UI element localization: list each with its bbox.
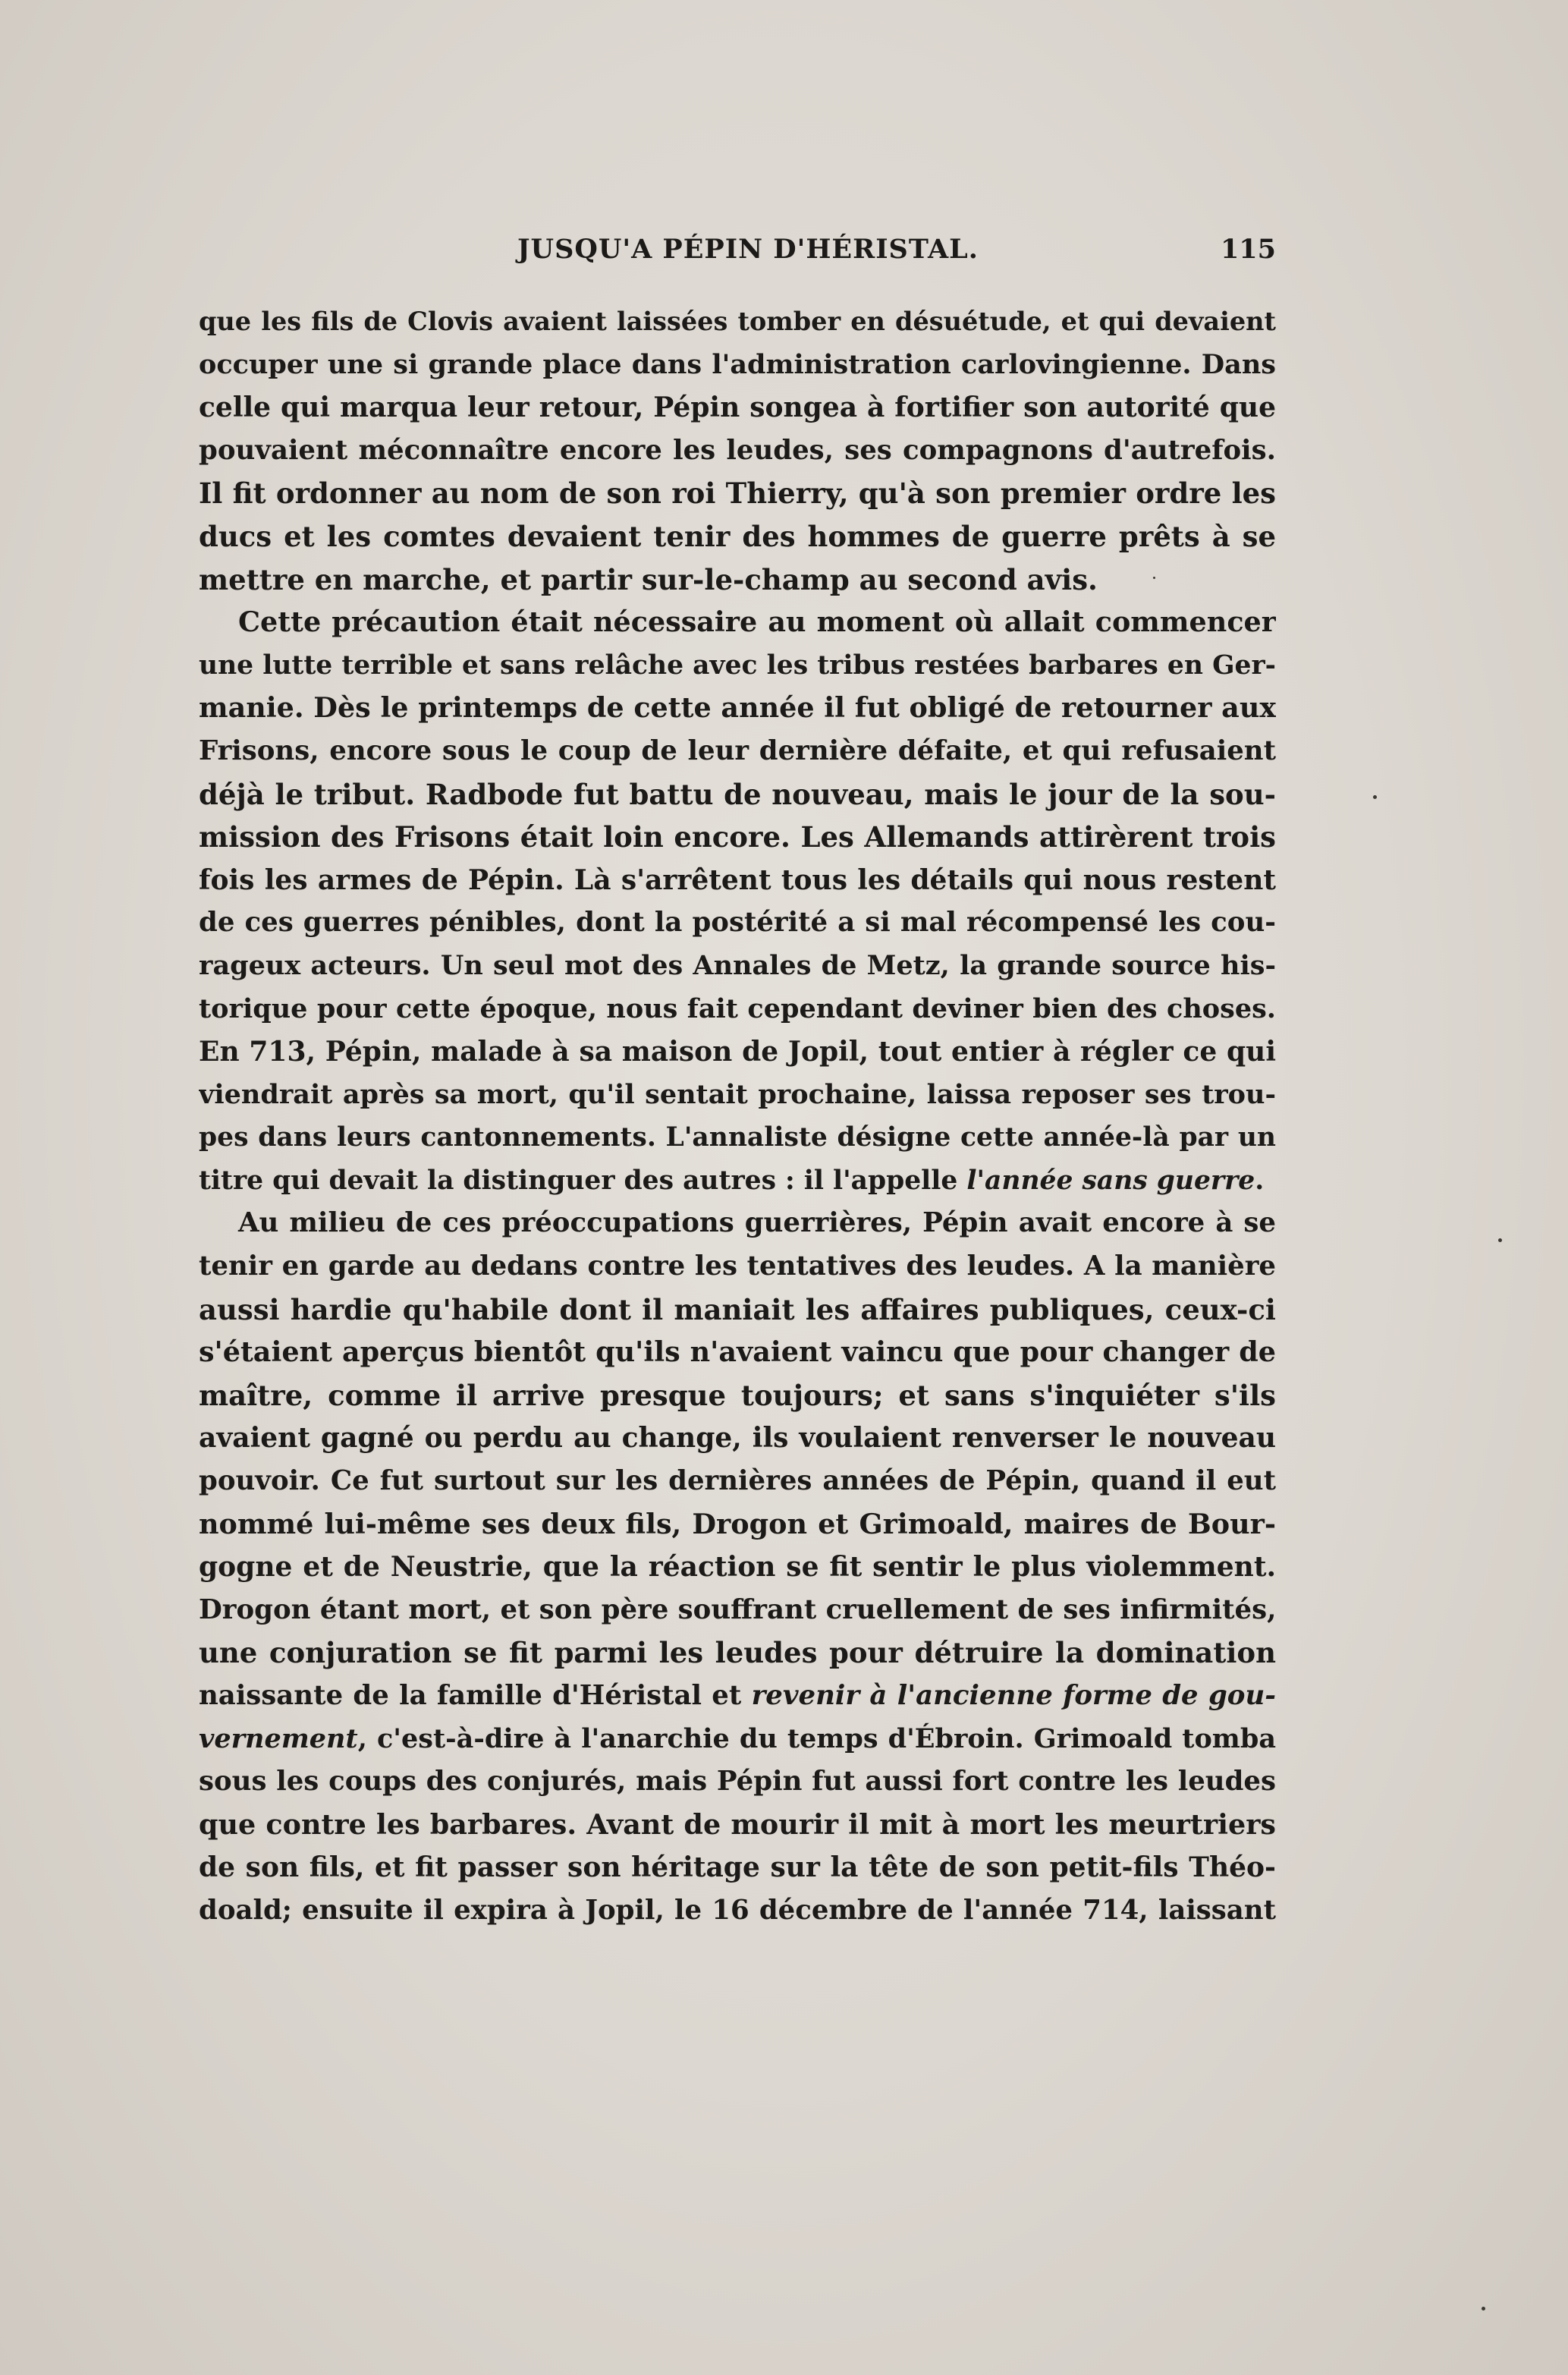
text-line xyxy=(199,816,1276,859)
text-segment: Frisons, encore sous le coup de leur dernière défaite, et qui refusaient xyxy=(199,735,1276,766)
running-title: JUSQU'A PÉPIN D'HÉRISTAL. xyxy=(517,234,979,265)
text-segment: . xyxy=(1255,1165,1265,1196)
text-segment: aussi hardie qu'habile dont il maniait les affaires publiques, ceux-ci xyxy=(199,1292,1276,1326)
text-segment: avaient gagné ou perdu au change, ils voulaient renverser le nouveau xyxy=(199,1422,1276,1455)
text-segment: Au milieu de ces préoccupations guerrières, Pépin avait encore à se xyxy=(238,1207,1276,1239)
text-line xyxy=(199,1804,1276,1847)
text-line xyxy=(199,1718,1276,1761)
text-segment: naissante de la famille d'Héristal et xyxy=(199,1680,752,1711)
text-segment: torique pour cette époque, nous fait cependant deviner bien des choses. xyxy=(199,992,1276,1024)
text-line xyxy=(199,1116,1276,1159)
text-line xyxy=(199,1331,1276,1374)
text-line xyxy=(199,601,1276,644)
text-segment: pes dans leurs cantonnements. L'annaliste désigne cette année-là par un xyxy=(199,1122,1276,1153)
text-line xyxy=(199,687,1276,730)
text-segment: pouvaient méconnaître encore les leudes, ses compagnons d'autrefois. xyxy=(199,434,1276,466)
text-line xyxy=(199,515,1276,558)
text-segment: , c'est-à-dire à l'anarchie du temps d'Ébroin. Grimoald tomba xyxy=(357,1722,1276,1754)
text-line xyxy=(199,1030,1276,1074)
text-segment: pouvoir. Ce fut surtout sur les dernières années de Pépin, quand il eut xyxy=(199,1465,1276,1497)
text-segment: viendrait après sa mort, qu'il sentait prochaine, laissa reposer ses trou- xyxy=(199,1078,1276,1110)
text-line xyxy=(199,1675,1276,1718)
text-line xyxy=(199,558,1276,602)
text-line xyxy=(199,1760,1276,1804)
text-segment: s'étaient aperçus bientôt qu'ils n'avaient vaincu que pour changer de xyxy=(199,1335,1276,1369)
text-line xyxy=(199,1460,1276,1503)
text-line xyxy=(199,344,1276,387)
paper-speck xyxy=(1153,577,1155,579)
text-line xyxy=(199,429,1276,473)
paper-speck xyxy=(1373,795,1377,799)
text-line xyxy=(199,1245,1276,1288)
text-segment: tenir en garde au dedans contre les tentatives des leudes. A la manière xyxy=(199,1250,1276,1282)
text-segment: que les fils de Clovis avaient laissées tomber en désuétude, et qui devaient xyxy=(199,307,1276,336)
text-line xyxy=(199,1374,1276,1417)
text-line xyxy=(199,1889,1276,1933)
text-segment: gogne et de Neustrie, que la réaction se fit sentir le plus violemment. xyxy=(199,1551,1276,1584)
text-segment: ducs et les comtes devaient tenir des hommes de guerre prêts à se xyxy=(199,519,1276,553)
text-segment: que contre les barbares. Avant de mourir il mit à mort les meurtriers xyxy=(199,1807,1276,1841)
text-segment: maître, comme il arrive presque toujours; et sans s'inquiéter s'ils xyxy=(199,1378,1276,1412)
text-segment: Il fit ordonner au nom de son roi Thierry, qu'à son premier ordre les xyxy=(199,477,1276,511)
text-segment: une lutte terrible et sans relâche avec les tribus restées barbares en Ger- xyxy=(199,650,1276,681)
text-line xyxy=(199,945,1276,988)
text-line xyxy=(199,1846,1276,1889)
text-line xyxy=(199,988,1276,1031)
text-line xyxy=(199,386,1276,429)
text-segment: Drogon étant mort, et son père souffrant cruellement de ses infirmités, xyxy=(199,1593,1276,1625)
text-line xyxy=(199,1546,1276,1589)
text-segment: de ces guerres pénibles, dont la postérité a si mal récompensé les cou- xyxy=(199,907,1276,939)
page-header xyxy=(199,234,1276,279)
text-line xyxy=(199,901,1276,945)
text-segment: rageux acteurs. Un seul mot des Annales de Metz, la grande source his- xyxy=(199,949,1276,981)
text-line xyxy=(199,1074,1276,1117)
page-number: 115 xyxy=(1220,234,1276,265)
text-line xyxy=(199,859,1276,902)
text-segment: Cette précaution était nécessaire au moment où allait commencer xyxy=(238,606,1276,639)
paper-speck xyxy=(1498,1238,1502,1242)
text-segment: fois les armes de Pépin. Là s'arrêtent tous les détails qui nous restent xyxy=(199,863,1276,896)
text-line xyxy=(199,644,1276,687)
text-segment: nommé lui-même ses deux fils, Drogon et Grimoald, maires de Bour- xyxy=(199,1507,1276,1540)
text-segment: occuper une si grande place dans l'administration carlovingienne. Dans xyxy=(199,348,1276,380)
text-segment: En 713, Pépin, malade à sa maison de Jopil, tout entier à régler ce qui xyxy=(199,1036,1276,1068)
text-segment: manie. Dès le printemps de cette année il fut obligé de retourner aux xyxy=(199,691,1276,725)
italic-segment: l'année sans guerre xyxy=(966,1165,1255,1196)
text-line xyxy=(199,1288,1276,1332)
text-segment: de son fils, et fit passer son héritage sur la tête de son petit-fils Théo- xyxy=(199,1851,1276,1884)
text-segment: mission des Frisons était loin encore. Les Allemands attirèrent trois xyxy=(199,820,1276,854)
text-line xyxy=(199,1503,1276,1546)
text-line xyxy=(199,1202,1276,1245)
text-segment: déjà le tribut. Radbode fut battu de nouveau, mais le jour de la sou- xyxy=(199,777,1276,811)
text-line xyxy=(199,730,1276,773)
text-segment: doald; ensuite il expira à Jopil, le 16 décembre de l'année 714, laissant xyxy=(199,1894,1276,1926)
text-line xyxy=(199,472,1276,515)
text-line xyxy=(199,1159,1276,1203)
italic-segment: revenir à l'ancienne forme de gou- xyxy=(751,1680,1276,1711)
text-line xyxy=(199,773,1276,816)
text-segment: sous les coups des conjurés, mais Pépin fut aussi fort contre les leudes xyxy=(199,1766,1276,1798)
text-segment: mettre en marche, et partir sur-le-champ au second avis. xyxy=(199,562,1098,596)
body-text xyxy=(199,300,1276,1933)
text-line xyxy=(199,1417,1276,1460)
text-line xyxy=(199,300,1276,344)
text-line xyxy=(199,1589,1276,1632)
text-line xyxy=(199,1631,1276,1675)
italic-segment: vernement xyxy=(199,1722,358,1754)
paper-speck xyxy=(1482,2307,1485,2311)
text-segment: une conjuration se fit parmi les leudes pour détruire la domination xyxy=(199,1636,1276,1670)
text-segment: celle qui marqua leur retour, Pépin songea à fortifier son autorité que xyxy=(199,392,1276,424)
text-segment: titre qui devait la distinguer des autres : il l'appelle xyxy=(199,1165,967,1196)
